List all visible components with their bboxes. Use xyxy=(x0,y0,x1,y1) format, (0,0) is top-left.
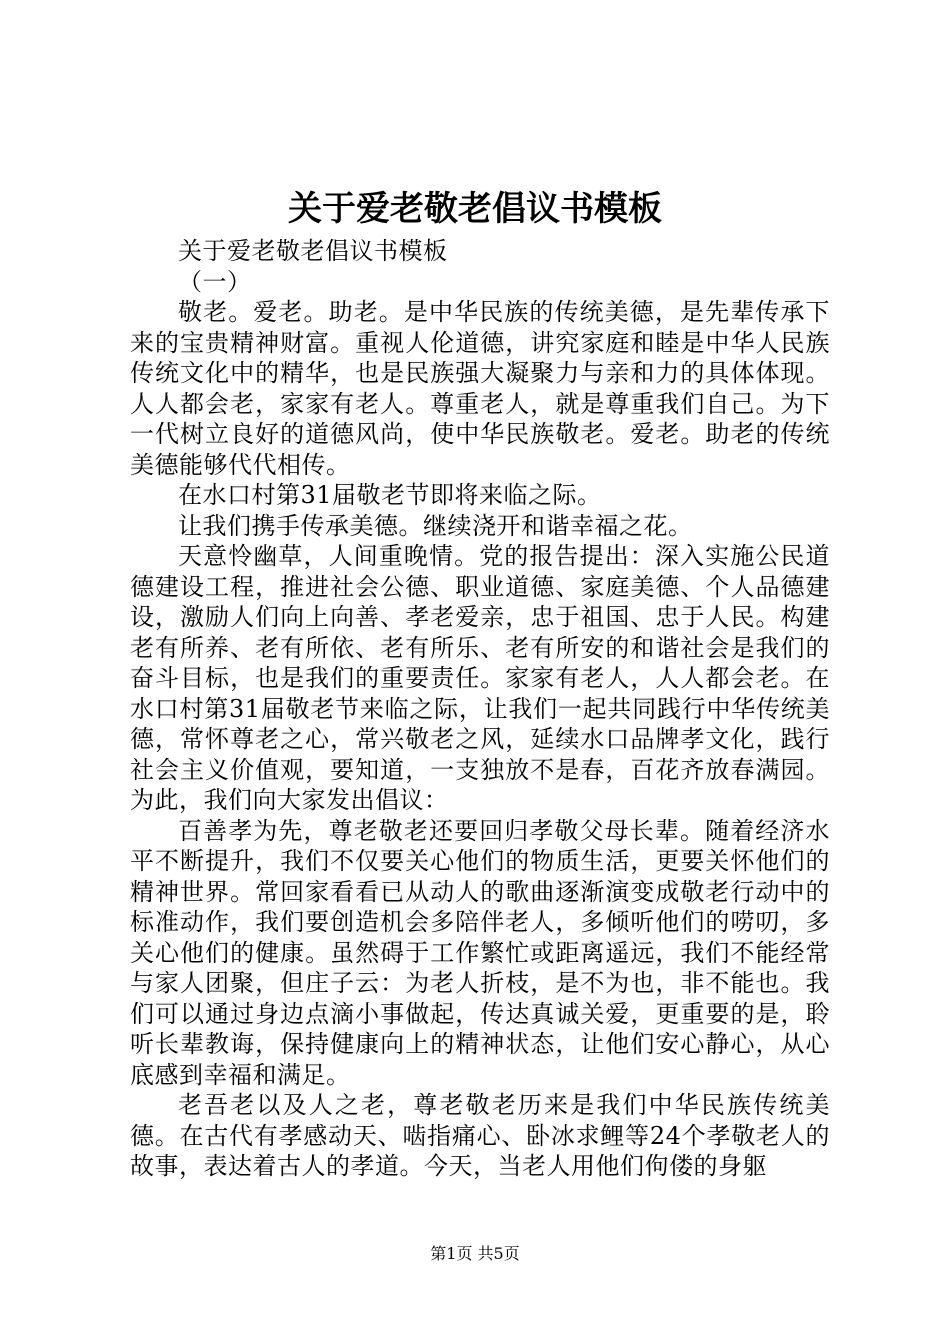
document-body xyxy=(130,236,830,1182)
body-paragraph: 敬老。爱老。助老。是中华民族的传统美德，是先辈传承下来的宝贵精神财富。重视人伦道德，讲究家庭和睦是中华人民族传统文化中的精华，也是民族强大凝聚力与亲和力的具体体现。人人都会老，家家有老人。尊重老人，就是尊重我们自己。为下一代树立良好的道德风尚，使中华民族敬老。爱老。助老的传统美德能够代代相传。 xyxy=(130,298,830,479)
body-paragraph: 老吾老以及人之老，尊老敬老历来是我们中华民族传统美德。在古代有孝感动天、啮指痛心、卧冰求鲤等24个孝敬老人的故事，表达着古人的孝道。今天，当老人用他们佝偻的身躯 xyxy=(130,1091,830,1180)
page-number-footer: 第1页 共5页 xyxy=(430,1244,520,1263)
body-paragraph: 百善孝为先，尊老敬老还要回归孝敬父母长辈。随着经济水平不断提升，我们不仅要关心他们的物质生活，更要关怀他们的精神世界。常回家看看已从动人的歌曲逐渐演变成敬老行动中的标准动作，我们要创造机会多陪伴老人，多倾听他们的唠叨，多关心他们的健康。虽然碍于工作繁忙或距离遥远，我们不能经常与家人团聚，但庄子云：为老人折枝，是不为也，非不能也。我们可以通过身边点滴小事做起，传达真诚关爱，更重要的是，聆听长辈教诲，保持健康向上的精神状态，让他们安心静心，从心底感到幸福和满足。 xyxy=(130,816,830,1089)
body-paragraph: 让我们携手传承美德。继续浇开和谐幸福之花。 xyxy=(178,511,693,540)
subtitle-paragraph: 关于爱老敬老倡议书模板 xyxy=(178,237,448,265)
document-title: 关于爱老敬老倡议书模板 xyxy=(288,189,662,229)
body-paragraph: 天意怜幽草，人间重晚情。党的报告提出：深入实施公民道德建设工程，推进社会公德、职业道德、家庭美德、个人品德建设，激励人们向上向善、孝老爱亲，忠于祖国、忠于人民。构建老有所养、老有所依、老有所乐、老有所安的和谐社会是我们的奋斗目标，也是我们的重要责任。家家有老人，人人都会老。在水口村第31届敬老节来临之际，让我们一起共同践行中华传统美德，常怀尊老之心，常兴敬老之风，延续水口品牌孝文化，践行社会主义价值观，要知道，一支独放不是春，百花齐放春满园。为此，我们向大家发出倡议： xyxy=(130,542,830,814)
body-paragraph: 在水口村第31届敬老节即将来临之际。 xyxy=(178,481,602,509)
section-marker: （一） xyxy=(178,267,252,296)
